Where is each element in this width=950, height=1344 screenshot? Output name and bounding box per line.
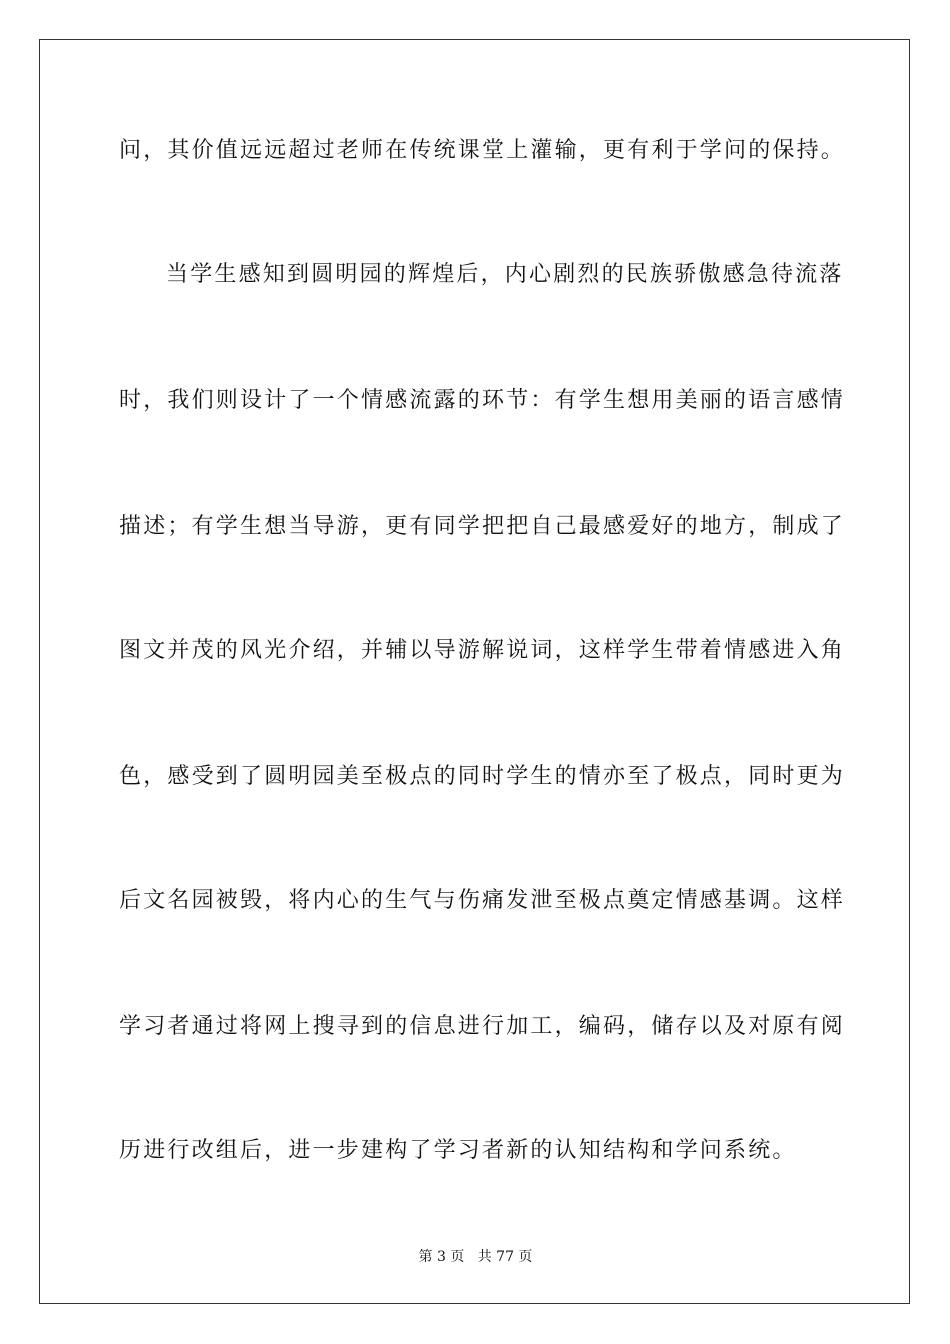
paragraph-line: 色，感受到了圆明园美至极点的同时学生的情亦至了极点，同时更为 <box>119 764 846 789</box>
page-footer <box>40 1248 911 1266</box>
paragraph-line: 后文名园被毁，将内心的生气与伤痛发泄至极点奠定情感基调。这样 <box>119 888 846 913</box>
paragraph-line: 时，我们则设计了一个情感流露的环节：有学生想用美丽的语言感情 <box>119 388 846 413</box>
paragraph-line: 描述；有学生想当导游，更有同学把把自己最感爱好的地方，制成了 <box>119 514 846 539</box>
page <box>39 39 910 1304</box>
paragraph-line: 历进行改组后，进一步建构了学习者新的认知结构和学问系统。 <box>119 1138 797 1163</box>
paragraph-line: 学习者通过将网上搜寻到的信息进行加工，编码，储存以及对原有阅 <box>119 1014 846 1039</box>
page-total: 共 77 页 <box>477 1249 533 1265</box>
page-number: 第 3 页 <box>418 1249 465 1265</box>
paragraph-line: 当学生感知到圆明园的辉煌后，内心剧烈的民族骄傲感急待流落 <box>166 262 844 287</box>
paragraph-line: 问，其价值远远超过老师在传统课堂上灌输，更有利于学问的保持。 <box>119 138 846 163</box>
paragraph-line: 图文并茂的风光介绍，并辅以导游解说词，这样学生带着情感进入角 <box>119 638 846 663</box>
